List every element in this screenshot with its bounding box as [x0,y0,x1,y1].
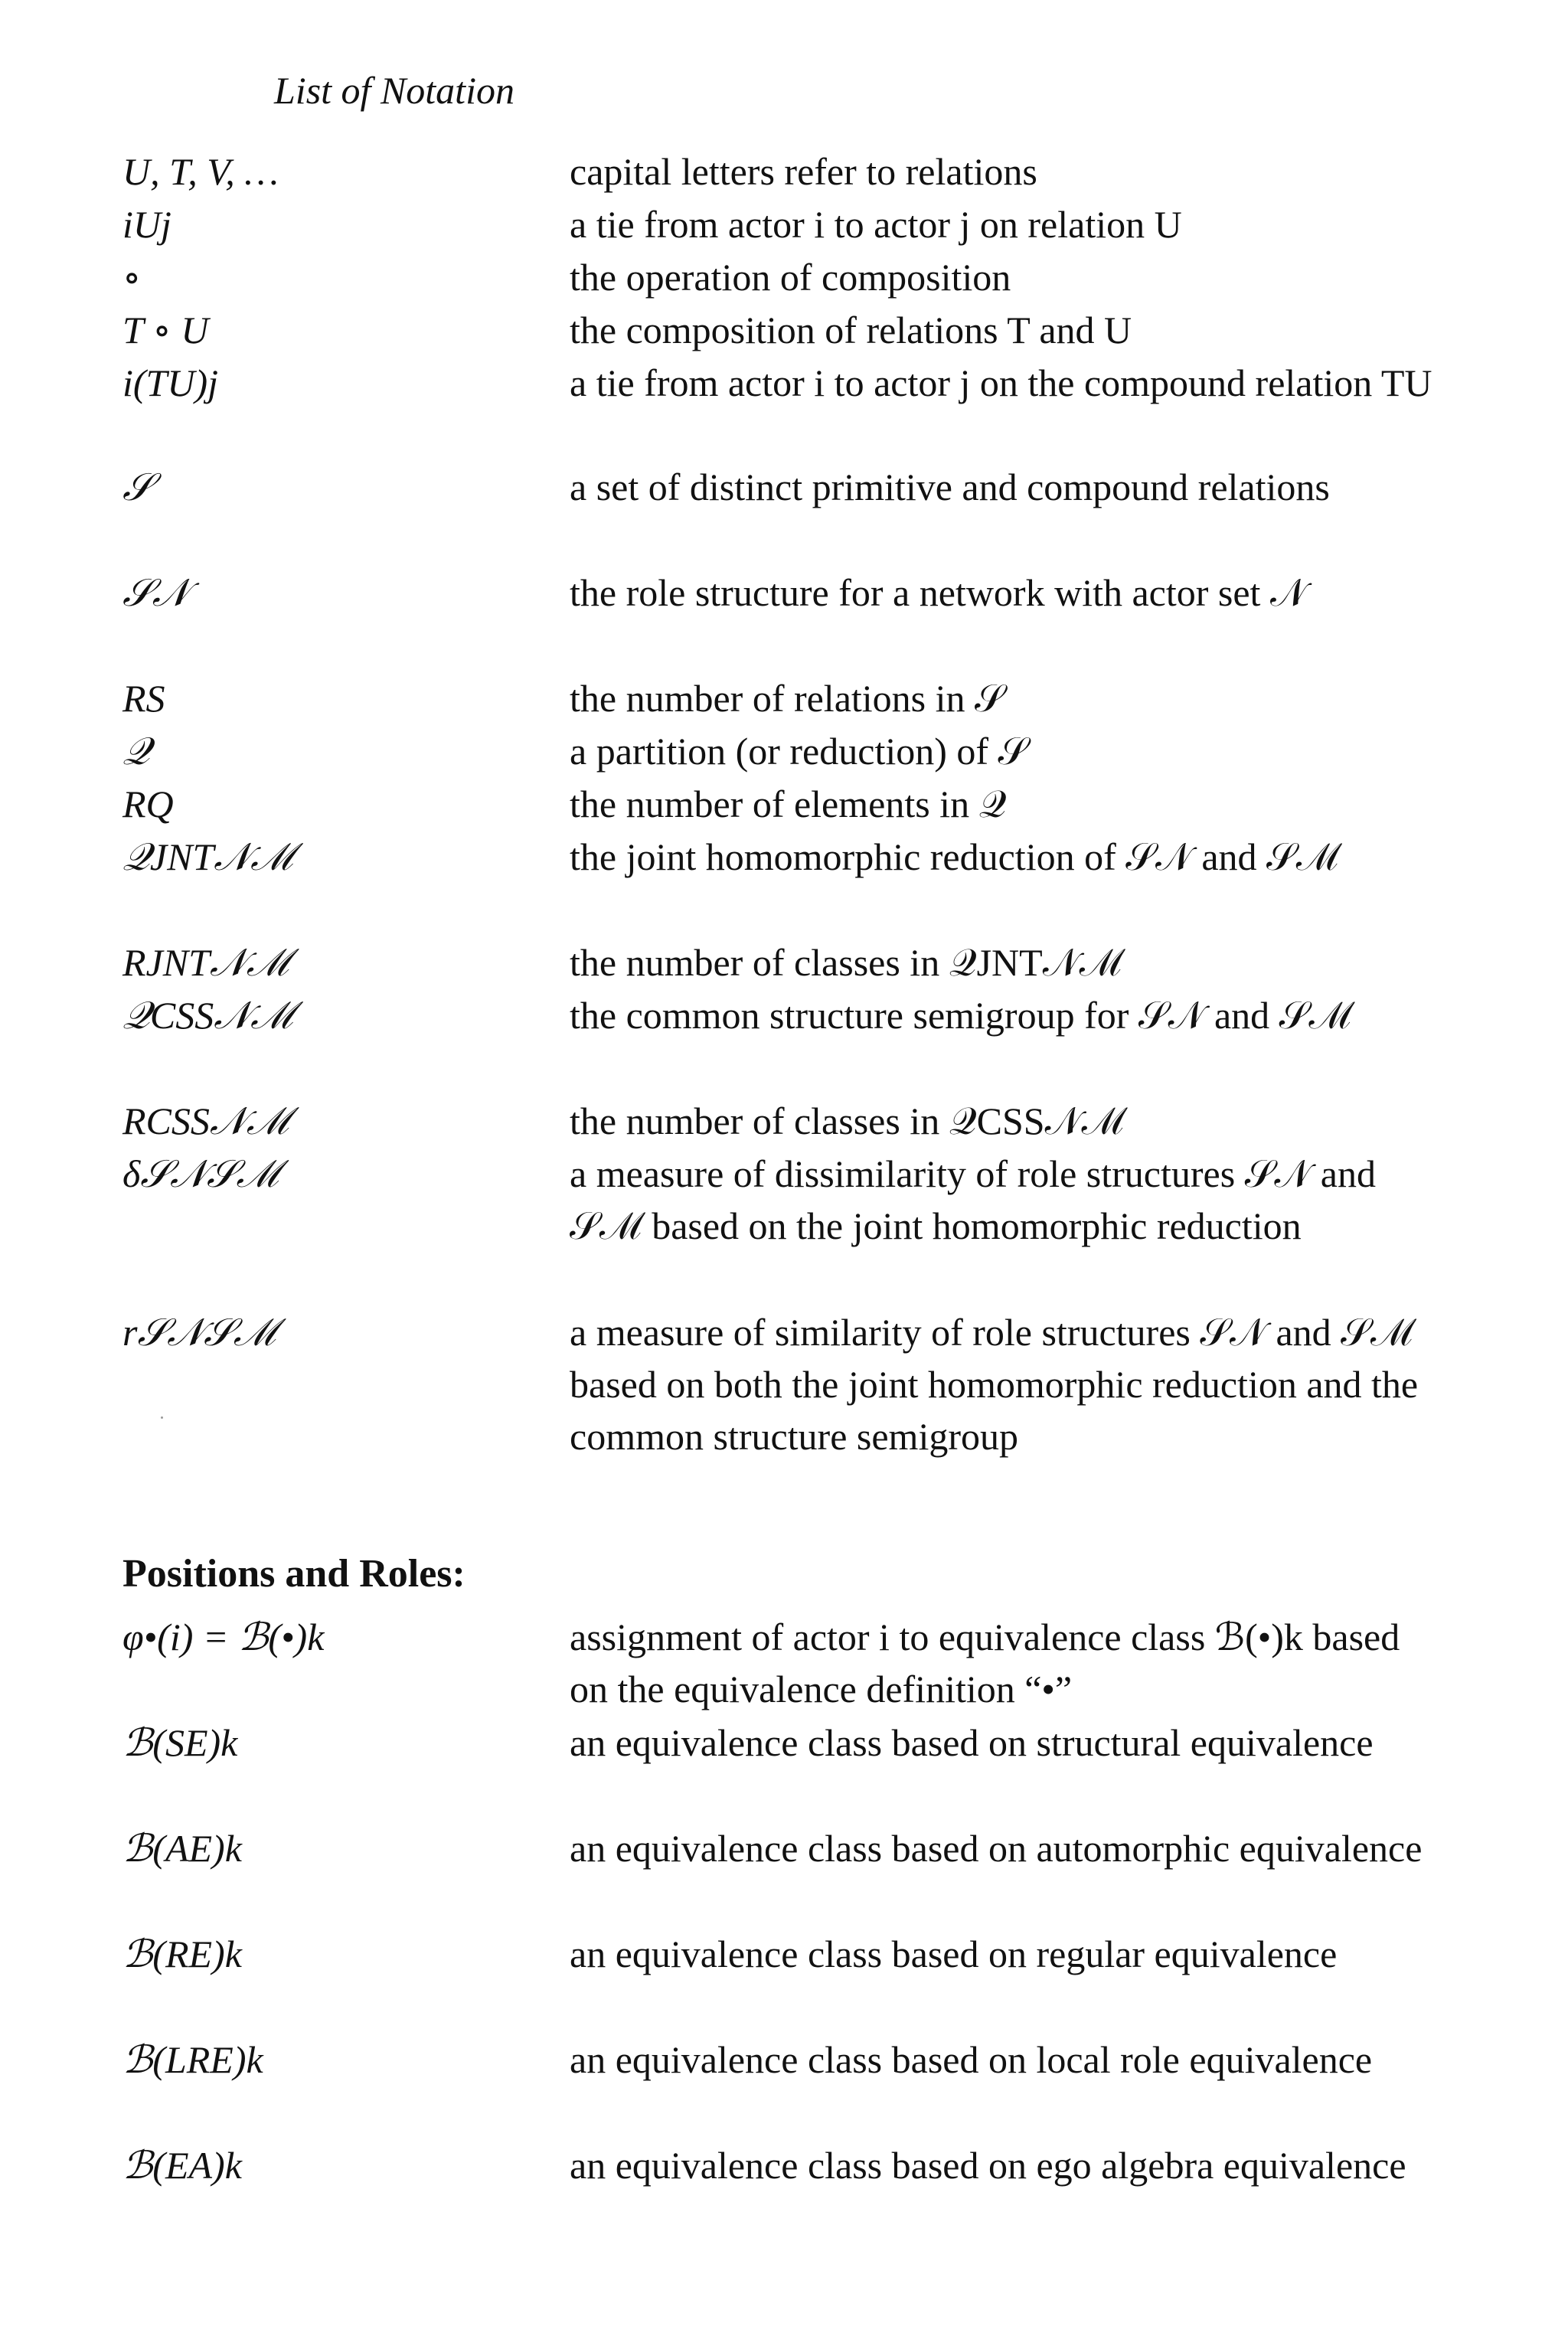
notation-definition: an equivalence class based on automorphic equivalence [570,1827,1423,1870]
notation-symbol: ℬ(LRE)k [122,2038,263,2081]
notation-definition: a tie from actor i to actor j on relation U [570,203,1182,246]
notation-definition: capital letters refer to relations [570,150,1037,193]
notation-symbol: iUj [122,203,172,246]
notation-symbol: RJNT𝒩ℳ [122,941,289,984]
notation-definition: the common structure semigroup for 𝒮𝒩 and 𝒮ℳ [570,994,1352,1037]
notation-definition: the composition of relations T and U [570,309,1132,351]
notation-symbol: r𝒮𝒩𝒮ℳ [122,1311,276,1354]
notation-definition: a partition (or reduction) of 𝒮 [570,730,1028,773]
notation-symbol: 𝒬JNT𝒩ℳ [122,835,294,878]
notation-symbol: ℬ(EA)k [122,2144,242,2187]
notation-definition: the number of classes in 𝒬JNT𝒩ℳ [570,941,1122,984]
notation-symbol: RS [122,677,165,720]
page-header: List of Notation [274,69,514,112]
notation-definition: the joint homomorphic reduction of 𝒮𝒩 and 𝒮ℳ [570,835,1339,878]
notation-symbol: T ∘ U [122,309,209,351]
notation-definition: the number of elements in 𝒬 [570,782,1007,825]
page-speck [161,1416,163,1419]
notation-definition: an equivalence class based on regular equivalence [570,1933,1338,1975]
notation-definition: the number of classes in 𝒬CSS𝒩ℳ [570,1099,1125,1142]
notation-definition: the number of relations in 𝒮 [570,677,1004,720]
notation-definition: an equivalence class based on ego algebra equivalence [570,2144,1406,2187]
notation-symbol: 𝒬 [122,730,150,773]
section-heading: Positions and Roles: [122,1552,466,1596]
notation-definition: a measure of similarity of role structures 𝒮𝒩 and 𝒮ℳ based on both the joint homomorphic reduction and the common structure semigroup [570,1311,1419,1458]
notation-symbol: U, T, V, … [122,150,279,193]
notation-symbol: 𝒮 [122,466,152,508]
notation-definition: an equivalence class based on local role equivalence [570,2038,1373,2081]
notation-symbol: RCSS𝒩ℳ [122,1099,289,1142]
notation-symbol: δ𝒮𝒩𝒮ℳ [122,1152,279,1195]
notation-symbol: 𝒮𝒩 [122,571,189,614]
notation-definition: the operation of composition [570,256,1011,299]
notation-symbol: 𝒬CSS𝒩ℳ [122,994,294,1037]
notation-symbol: RQ [122,782,174,825]
notation-symbol: ℬ(AE)k [122,1827,242,1870]
notation-definition: an equivalence class based on structural equivalence [570,1721,1374,1764]
notation-symbol: i(TU)j [122,361,218,404]
notation-symbol: ℬ(SE)k [122,1721,238,1764]
notation-symbol: ℬ(RE)k [122,1933,242,1975]
notation-definition: a measure of dissimilarity of role structures 𝒮𝒩 and 𝒮ℳ based on the joint homomorphic reduction [570,1152,1376,1247]
notation-definition: the role structure for a network with actor set 𝒩 [570,571,1307,614]
notation-definition: assignment of actor i to equivalence class ℬ(•)k based on the equivalence definition “•” [570,1616,1400,1710]
notation-definition: a set of distinct primitive and compound relations [570,466,1330,508]
notation-symbol: ∘ [122,256,142,299]
notation-symbol: φ•(i) = ℬ(•)k [122,1616,325,1658]
notation-definition: a tie from actor i to actor j on the compound relation TU [570,361,1432,404]
